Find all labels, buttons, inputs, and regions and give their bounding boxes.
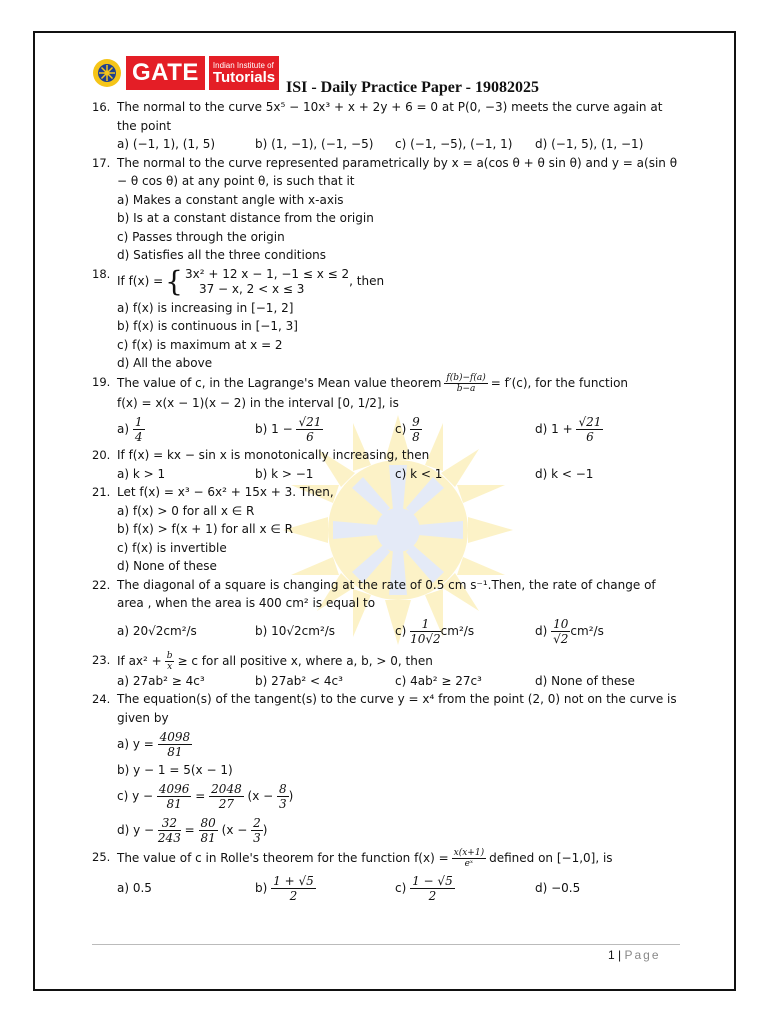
question-tail: , then — [349, 274, 385, 289]
option-d[interactable]: d) None of these — [117, 559, 217, 573]
option-d[interactable]: d) k < −1 — [535, 466, 594, 481]
option-c[interactable]: c) f(x) is invertible — [117, 540, 227, 555]
logo-line1: Indian Institute of — [212, 60, 274, 70]
question-text: If f(x) = kx − sin x is monotonically increasing, then — [117, 448, 430, 462]
option-d[interactable]: d) −0.5 — [535, 881, 581, 896]
question-text-2: defined on [−1,0], is — [489, 850, 613, 865]
logo-line2: Tutorials — [212, 68, 276, 86]
option-c[interactable]: c) y − $\frac{4096}{81}$ = $\frac{2048}{27}$ (x − $\frac{8}{3}$ ) — [117, 782, 294, 811]
question-text-2: = f′(c), for the function — [490, 375, 629, 390]
option-b[interactable]: b) f(x) > f(x + 1) for all x ∈ R — [117, 522, 293, 536]
option-b[interactable]: b) $\frac{1 + √5}{2}$ — [255, 874, 314, 903]
option-c[interactable]: c) $\frac{1 - √5}{2}$ — [395, 874, 453, 903]
option-c[interactable]: c) f(x) is maximum at x = 2 — [117, 337, 283, 352]
question-lead: If f(x) = — [117, 274, 164, 289]
option-d[interactable]: d) All the above — [117, 356, 213, 370]
question-text: The normal to the curve represented parametrically by x = a(cos θ + θ sin θ) and y = a(sin θ − θ cos θ) at any point θ, is such that it — [117, 155, 678, 188]
wheel-icon — [92, 58, 122, 88]
option-b[interactable]: b) 27ab² < 4c³ — [255, 673, 343, 688]
question-number: 16. — [92, 100, 111, 114]
question-22 — [92, 576, 682, 651]
option-b[interactable]: b) y − 1 = 5(x − 1) — [117, 763, 233, 777]
b-over-x: $\frac{b}{x}$ — [166, 650, 173, 672]
page-label: Page — [624, 948, 661, 962]
option-a[interactable]: a) f(x) is increasing in [−1, 2] — [117, 300, 294, 315]
brace: { — [165, 264, 183, 298]
question-24 — [92, 690, 682, 848]
question-number: 17. — [92, 155, 111, 170]
question-number: 22. — [92, 577, 111, 592]
option-d[interactable]: d) (−1, 5), (1, −1) — [535, 137, 644, 151]
mvt-fraction: $\frac{f(b)-f(a)}{b-a}$ — [446, 372, 486, 394]
question-number: 21. — [92, 485, 111, 499]
page-title: ISI - Daily Practice Paper - 19082025 — [286, 79, 539, 96]
option-b[interactable]: b) Is at a constant distance from the origin — [117, 211, 374, 225]
question-text: The value of c, in the Lagrange's Mean value theorem — [117, 375, 442, 390]
option-c[interactable]: c) $\frac{1}{10√2}$ cm²/s — [395, 617, 475, 646]
page-number: 1 — [608, 948, 615, 962]
option-d[interactable]: d) $\frac{10}{√2}$ cm²/s — [535, 617, 604, 646]
option-a[interactable]: a) y = $\frac{4098}{81}$ — [117, 729, 191, 759]
question-number: 19. — [92, 374, 111, 389]
option-c[interactable]: c) k < 1 — [395, 466, 443, 481]
option-a[interactable]: a) 27ab² ≥ 4c³ — [117, 673, 205, 688]
question-21 — [92, 483, 682, 576]
option-b[interactable]: b) 10√2cm²/s — [255, 624, 336, 639]
question-list — [92, 98, 682, 909]
page-footer — [608, 948, 661, 962]
rolle-fraction: $\frac{x(x+1)}{\text{eˣ}}$ — [453, 847, 485, 869]
question-text: Let f(x) = x³ − 6x² + 15x + 3. Then, — [117, 485, 334, 499]
option-a[interactable]: a) f(x) > 0 for all x ∈ R — [117, 503, 255, 518]
option-d[interactable]: d) Satisfies all the three conditions — [117, 248, 327, 262]
option-d[interactable]: d) None of these — [535, 673, 635, 688]
question-text: The equation(s) of the tangent(s) to the curve y = x⁴ from the point (2, 0) not on the curve is given by — [117, 692, 677, 725]
question-25 — [92, 848, 682, 909]
logo-gate-text: GATE — [126, 56, 205, 90]
question-number: 20. — [92, 448, 111, 462]
footer-separator: | — [618, 948, 622, 962]
option-d[interactable]: d) 1 + $\frac{√21}{6}$ — [535, 414, 602, 444]
question-18 — [92, 265, 682, 373]
option-a[interactable]: a) k > 1 — [117, 466, 166, 481]
question-number: 25. — [92, 849, 111, 864]
question-text: The normal to the curve 5x⁵ − 10x³ + x + 2y + 6 = 0 at P(0, −3) meets the curve again at the point — [117, 100, 663, 133]
question-19 — [92, 373, 682, 447]
option-a[interactable]: a) 20√2cm²/s — [117, 624, 197, 639]
option-c[interactable]: c) 4ab² ≥ 27c³ — [395, 673, 482, 688]
option-a[interactable]: a) Makes a constant angle with x-axis — [117, 192, 344, 207]
option-c[interactable]: c) Passes through the origin — [117, 229, 285, 244]
option-c[interactable]: c) $\frac{9}{8}$ — [395, 414, 420, 444]
question-tail: ≥ c for all positive x, where a, b, > 0, then — [177, 653, 433, 668]
option-b[interactable]: b) 1 − $\frac{√21}{6}$ — [255, 414, 322, 444]
question-number: 18. — [92, 266, 111, 281]
question-17 — [92, 154, 682, 265]
footer-divider — [92, 944, 680, 945]
question-text: The value of c in Rolle's theorem for the function f(x) = — [117, 850, 449, 865]
question-lead: If ax² + — [117, 653, 162, 668]
option-b[interactable]: b) f(x) is continuous in [−1, 3] — [117, 319, 298, 333]
option-a[interactable]: a) 0.5 — [117, 881, 152, 896]
option-b[interactable]: b) k > −1 — [255, 466, 314, 481]
question-number: 24. — [92, 692, 111, 706]
option-c[interactable]: c) (−1, −5), (−1, 1) — [395, 137, 513, 151]
case-1: 3x² + 12 x − 1, −1 ≤ x ≤ 2 — [184, 266, 350, 281]
question-16 — [92, 98, 682, 154]
option-a[interactable]: a) (−1, 1), (1, 5) — [117, 137, 216, 151]
gate-logo — [92, 55, 279, 91]
question-20 — [92, 446, 682, 483]
option-b[interactable]: b) (1, −1), (−1, −5) — [255, 137, 374, 151]
question-text: The diagonal of a square is changing at the rate of 0.5 cm s⁻¹.Then, the rate of change of area , when the area is 400 cm² is equal to — [117, 577, 656, 610]
question-number: 23. — [92, 652, 111, 667]
option-a[interactable]: a) $\frac{1}{4}$ — [117, 414, 143, 444]
logo-institute — [207, 56, 279, 90]
question-text-3: f(x) = x(x − 1)(x − 2) in the interval [0, 1/2], is — [117, 395, 399, 410]
option-d[interactable]: d) y − $\frac{32}{243}$ = $\frac{80}{81}$ (x − $\frac{2}{3}$ ) — [117, 816, 268, 845]
question-23 — [92, 651, 682, 691]
case-2: 37 − x, 2 < x ≤ 3 — [198, 281, 305, 296]
